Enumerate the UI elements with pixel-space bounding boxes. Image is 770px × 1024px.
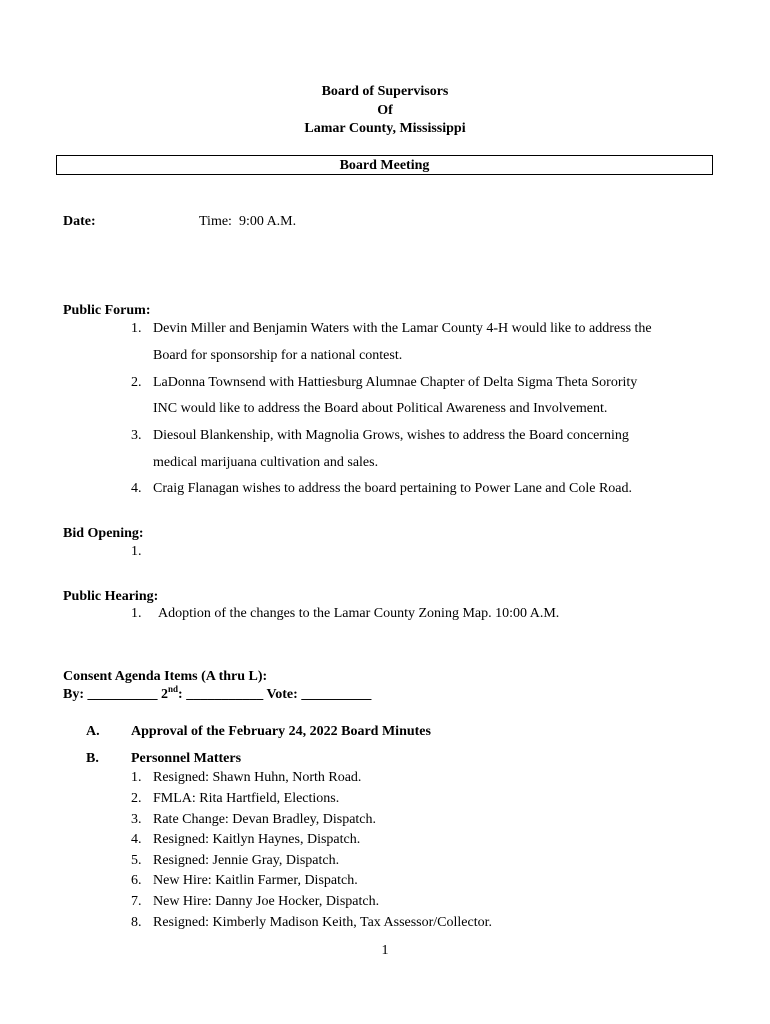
forum-item-text: Diesoul Blankenship, with Magnolia Grows, wishes to address the Board concerning xyxy=(153,428,629,443)
banner-text: Board Meeting xyxy=(339,158,430,173)
forum-item-number: 2. xyxy=(131,375,142,390)
agenda-item-title: Personnel Matters xyxy=(131,751,242,766)
personnel-item-number: 4. xyxy=(131,832,142,847)
hearing-item-text: Adoption of the changes to the Lamar County Zoning Map. 10:00 A.M. xyxy=(158,606,560,621)
second-label: 2nd: xyxy=(161,684,183,702)
agenda-item-letter: A. xyxy=(86,724,100,739)
personnel-item-number: 2. xyxy=(131,791,142,806)
public-hearing-heading: Public Hearing: xyxy=(63,589,159,604)
personnel-item-text: Resigned: Kaitlyn Haynes, Dispatch. xyxy=(153,832,361,847)
forum-item-text: Devin Miller and Benjamin Waters with the Lamar County 4-H would like to address the xyxy=(153,321,652,336)
agenda-item-letter: B. xyxy=(86,751,99,766)
personnel-item-text: Resigned: Jennie Gray, Dispatch. xyxy=(153,853,340,868)
personnel-item-text: Rate Change: Devan Bradley, Dispatch. xyxy=(153,812,377,827)
personnel-item-text: Resigned: Shawn Huhn, North Road. xyxy=(153,770,362,785)
vote-label: Vote: xyxy=(266,687,298,702)
bid-item-number: 1. xyxy=(131,544,142,559)
consent-vote-line xyxy=(63,684,372,702)
second-blank: ___________ xyxy=(186,687,264,702)
personnel-item-number: 3. xyxy=(131,812,142,827)
by-label: By: xyxy=(63,687,84,702)
personnel-item-text: Resigned: Kimberly Madison Keith, Tax Assessor/Collector. xyxy=(153,915,493,930)
forum-item-text-cont: Board for sponsorship for a national contest. xyxy=(153,348,403,363)
bid-opening-heading: Bid Opening: xyxy=(63,526,144,541)
hearing-item-number: 1. xyxy=(131,606,142,621)
page-number: 1 xyxy=(381,943,389,958)
header-title-line3: Lamar County, Mississippi xyxy=(304,121,466,136)
personnel-item-number: 7. xyxy=(131,894,142,909)
forum-item-text-cont: INC would like to address the Board about Political Awareness and Involvement. xyxy=(153,401,608,416)
forum-item-number: 4. xyxy=(131,481,142,496)
consent-agenda-heading: Consent Agenda Items (A thru L): xyxy=(63,669,268,684)
personnel-item-text: New Hire: Kaitlin Farmer, Dispatch. xyxy=(153,873,358,888)
meeting-banner xyxy=(56,155,713,175)
by-blank: __________ xyxy=(87,687,158,702)
header-title-line1: Board of Supervisors xyxy=(321,84,449,99)
personnel-item-number: 6. xyxy=(131,873,142,888)
personnel-item-number: 1. xyxy=(131,770,142,785)
personnel-item-text: New Hire: Danny Joe Hocker, Dispatch. xyxy=(153,894,380,909)
personnel-item-text: FMLA: Rita Hartfield, Elections. xyxy=(153,791,340,806)
forum-item-number: 1. xyxy=(131,321,142,336)
vote-blank: __________ xyxy=(301,687,372,702)
personnel-item-number: 8. xyxy=(131,915,142,930)
personnel-item-number: 5. xyxy=(131,853,142,868)
forum-item-text: Craig Flanagan wishes to address the board pertaining to Power Lane and Cole Road. xyxy=(153,481,632,496)
agenda-item-title: Approval of the February 24, 2022 Board Minutes xyxy=(131,724,431,739)
time-field xyxy=(199,215,296,229)
public-forum-heading: Public Forum: xyxy=(63,303,151,318)
header-title-line2: Of xyxy=(377,103,393,118)
time-value: 9:00 A.M. xyxy=(238,214,297,229)
forum-item-number: 3. xyxy=(131,428,142,443)
time-label: Time: xyxy=(199,214,232,229)
forum-item-text: LaDonna Townsend with Hattiesburg Alumnae Chapter of Delta Sigma Theta Sorority xyxy=(153,375,638,390)
date-label: Date: xyxy=(63,214,96,229)
forum-item-text-cont: medical marijuana cultivation and sales. xyxy=(153,455,379,470)
